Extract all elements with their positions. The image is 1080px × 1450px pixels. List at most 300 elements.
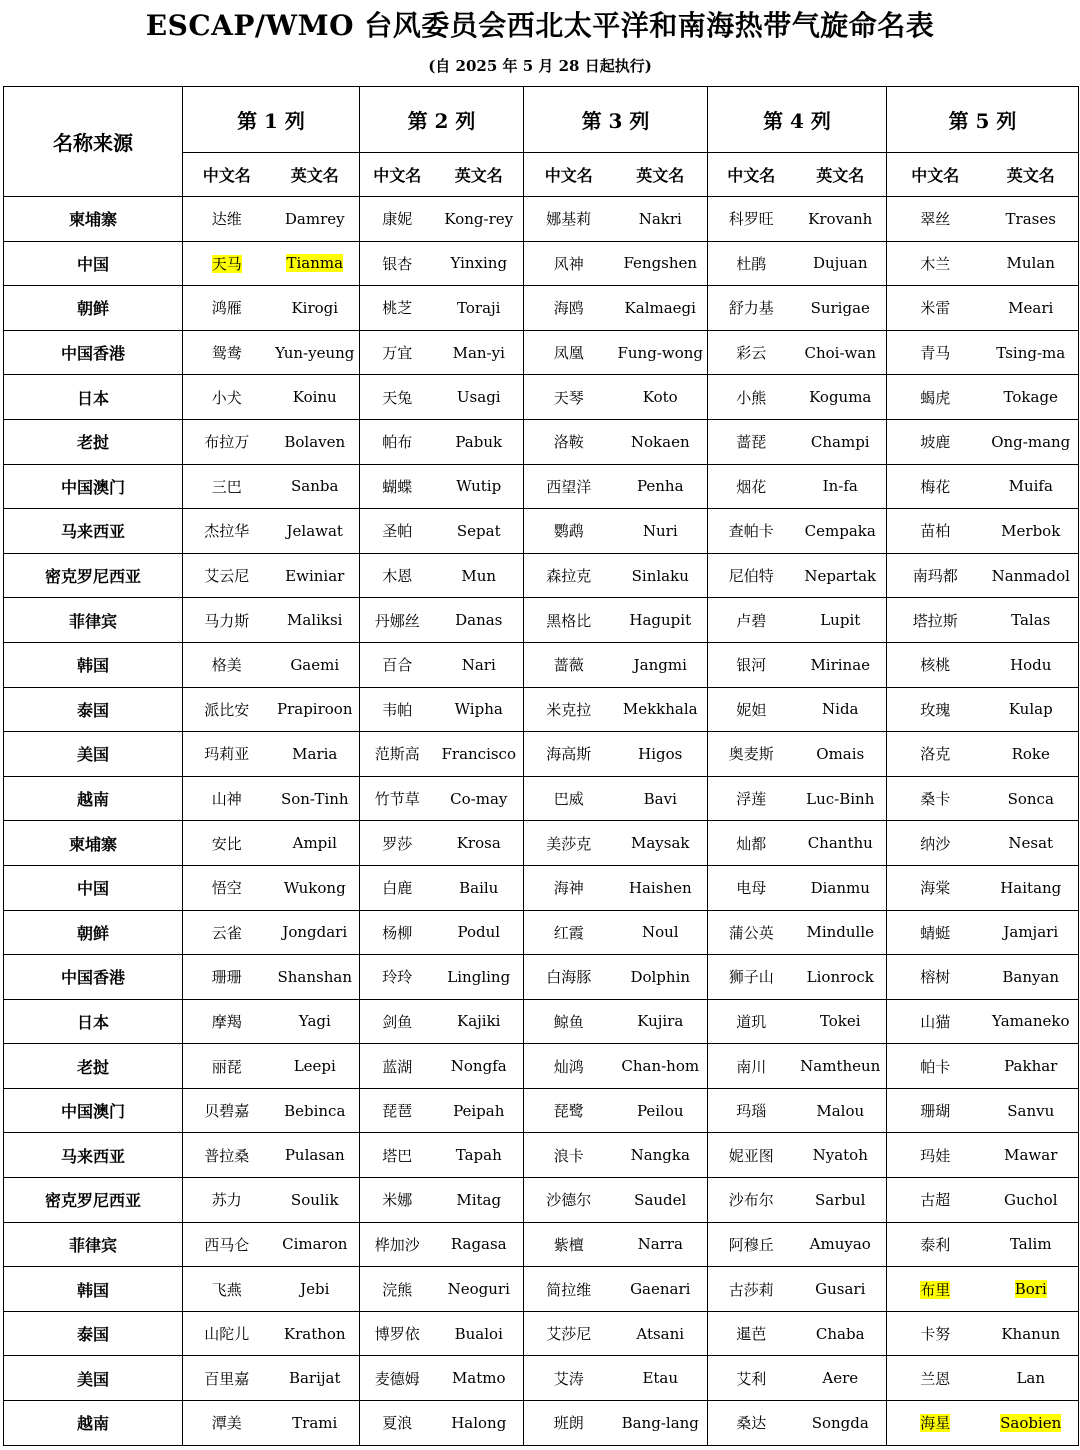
chinese-name-cell (708, 642, 795, 687)
english-name: Higos (638, 744, 683, 763)
name-source-cell: 老挝 (4, 1044, 183, 1089)
name-source-cell: 美国 (4, 1356, 183, 1401)
table-row (4, 553, 1079, 598)
chinese-name: 麦德姆 (374, 1369, 420, 1388)
english-name: Krovanh (808, 209, 873, 228)
chinese-name-cell (183, 598, 271, 643)
english-name-cell (984, 509, 1079, 554)
name-source-cell: 密克罗尼西亚 (4, 553, 183, 598)
table-body (4, 197, 1079, 1446)
english-name-cell (614, 1356, 708, 1401)
english-name-cell (795, 955, 887, 1000)
chinese-name-cell (524, 1267, 614, 1312)
english-name-cell (614, 375, 708, 420)
english-name: Bavi (643, 789, 677, 808)
english-name-cell (984, 1222, 1079, 1267)
chinese-name: 红霞 (553, 923, 584, 942)
name-source-cell: 朝鲜 (4, 286, 183, 331)
english-name-cell (271, 375, 360, 420)
chinese-name-cell (887, 1222, 984, 1267)
chinese-name: 艾利 (736, 1369, 767, 1388)
chinese-name-cell (708, 1044, 795, 1089)
english-name: Bebinca (284, 1101, 346, 1120)
english-name-cell (271, 687, 360, 732)
english-name: Sepat (456, 521, 501, 540)
chinese-name-cell (183, 687, 271, 732)
english-name: Maria (292, 744, 338, 763)
chinese-name: 万宜 (382, 344, 413, 363)
english-name: Kulap (1008, 700, 1053, 719)
english-name-cell (984, 687, 1079, 732)
name-source-cell: 中国澳门 (4, 1088, 183, 1133)
english-name: Namtheun (800, 1057, 881, 1076)
chinese-name-cell (524, 999, 614, 1044)
chinese-name-cell (708, 464, 795, 509)
chinese-name-cell (524, 642, 614, 687)
english-name: Penha (636, 477, 684, 496)
english-name: Damrey (284, 209, 345, 228)
english-name: Ewiniar (285, 566, 345, 585)
chinese-name-cell (708, 776, 795, 821)
table-row (4, 330, 1079, 375)
table-row (4, 1356, 1079, 1401)
name-source-cell: 密克罗尼西亚 (4, 1178, 183, 1223)
chinese-name: 科罗旺 (728, 210, 774, 229)
english-name-cell (984, 910, 1079, 955)
english-name: Tokage (1003, 388, 1058, 407)
english-name: Ong-mang (991, 432, 1071, 451)
english-name-cell (271, 1088, 360, 1133)
english-name-cell (984, 776, 1079, 821)
chinese-name-cell (708, 1311, 795, 1356)
table-row (4, 821, 1079, 866)
english-name: Krathon (283, 1324, 346, 1343)
chinese-name-cell (524, 1356, 614, 1401)
chinese-name: 丽琵 (211, 1057, 242, 1076)
table-row (4, 1401, 1079, 1446)
table-row (4, 955, 1079, 1000)
chinese-name: 洛克 (920, 745, 951, 764)
chinese-name-cell (708, 1401, 795, 1446)
table-row (4, 464, 1079, 509)
chinese-name: 摩羯 (211, 1012, 242, 1031)
english-name-cell (271, 419, 360, 464)
chinese-name: 小熊 (736, 388, 767, 407)
chinese-name-cell (183, 1178, 271, 1223)
table-row (4, 910, 1079, 955)
chinese-name-cell (887, 598, 984, 643)
english-name: Haitang (1000, 878, 1062, 897)
english-name: Ampil (292, 834, 337, 853)
chinese-name: 尼伯特 (728, 567, 774, 586)
chinese-name: 西马仑 (204, 1235, 250, 1254)
english-name: Trami (292, 1413, 338, 1432)
english-name-cell (984, 419, 1079, 464)
chinese-name: 浪卡 (553, 1146, 584, 1165)
english-name: Prapiroon (277, 700, 353, 719)
english-name: Gusari (815, 1280, 866, 1299)
chinese-name-cell (887, 330, 984, 375)
english-name-cell (614, 999, 708, 1044)
english-name-cell (984, 1401, 1079, 1446)
english-name: Kajiki (457, 1012, 501, 1031)
table-row (4, 865, 1079, 910)
english-name: Saobien (1000, 1413, 1062, 1432)
english-name-cell (271, 241, 360, 286)
chinese-name-cell (183, 1044, 271, 1089)
english-name: Barijat (288, 1369, 341, 1388)
chinese-name: 沙布尔 (728, 1191, 774, 1210)
english-name: Maysak (630, 834, 690, 853)
chinese-name: 蝎虎 (920, 388, 951, 407)
chinese-name-cell (708, 910, 795, 955)
english-name-cell (271, 821, 360, 866)
chinese-name-cell (708, 598, 795, 643)
header-en-label: 英文名 (614, 153, 708, 197)
english-name: Muifa (1008, 477, 1053, 496)
name-source-cell: 朝鲜 (4, 910, 183, 955)
chinese-name-cell (887, 1401, 984, 1446)
chinese-name: 山神 (211, 790, 242, 809)
chinese-name: 杨柳 (382, 923, 413, 942)
chinese-name: 贝碧嘉 (204, 1102, 250, 1121)
chinese-name: 艾涛 (553, 1369, 584, 1388)
chinese-name-cell (887, 732, 984, 777)
name-source-cell: 马来西亚 (4, 1133, 183, 1178)
chinese-name-cell (887, 1178, 984, 1223)
header-source: 名称来源 (4, 87, 183, 197)
english-name-cell (795, 598, 887, 643)
english-name-cell (984, 375, 1079, 420)
chinese-name-cell (887, 241, 984, 286)
chinese-name: 普拉桑 (204, 1146, 250, 1165)
english-name-cell (271, 553, 360, 598)
chinese-name-cell (887, 419, 984, 464)
header-zh-label: 中文名 (183, 153, 271, 197)
english-name: Nokaen (630, 432, 690, 451)
chinese-name: 海神 (553, 879, 584, 898)
chinese-name-cell (708, 1356, 795, 1401)
name-source-cell: 泰国 (4, 687, 183, 732)
chinese-name-cell (183, 375, 271, 420)
chinese-name-cell (360, 241, 435, 286)
chinese-name: 烟花 (736, 477, 767, 496)
chinese-name-cell (360, 1401, 435, 1446)
header-column-1: 第 1 列 (183, 87, 360, 153)
english-name-cell (614, 821, 708, 866)
chinese-name-cell (708, 197, 795, 242)
chinese-name-cell (183, 1267, 271, 1312)
chinese-name: 博罗依 (374, 1325, 420, 1344)
chinese-name: 古超 (920, 1191, 951, 1210)
english-name-cell (614, 1133, 708, 1178)
english-name: Lingling (447, 967, 511, 986)
table-row (4, 419, 1079, 464)
chinese-name: 杰拉华 (204, 522, 250, 541)
english-name: Kalmaegi (624, 298, 696, 317)
chinese-name: 百里嘉 (204, 1369, 250, 1388)
chinese-name: 竹节草 (374, 790, 420, 809)
table-row (4, 642, 1079, 687)
chinese-name-cell (524, 330, 614, 375)
english-name-cell (795, 419, 887, 464)
english-name-cell (614, 1178, 708, 1223)
chinese-name: 简拉维 (546, 1280, 592, 1299)
english-name-cell (435, 1311, 524, 1356)
chinese-name: 玛娃 (920, 1146, 951, 1165)
chinese-name: 格美 (211, 656, 242, 675)
chinese-name-cell (360, 1267, 435, 1312)
chinese-name-cell (887, 553, 984, 598)
english-name-cell (984, 1044, 1079, 1089)
english-name: Surigae (810, 298, 870, 317)
chinese-name-cell (360, 732, 435, 777)
english-name-cell (614, 419, 708, 464)
english-name-cell (435, 509, 524, 554)
english-name: Kujira (637, 1012, 684, 1031)
table-row (4, 999, 1079, 1044)
chinese-name-cell (183, 1311, 271, 1356)
english-name-cell (435, 330, 524, 375)
chinese-name: 木恩 (382, 567, 413, 586)
chinese-name-cell (183, 509, 271, 554)
chinese-name-cell (708, 1267, 795, 1312)
english-name-cell (795, 910, 887, 955)
english-name-cell (984, 1178, 1079, 1223)
chinese-name: 剑鱼 (382, 1012, 413, 1031)
english-name-cell (795, 776, 887, 821)
chinese-name: 南玛都 (912, 567, 958, 586)
chinese-name-cell (360, 1133, 435, 1178)
english-name-cell (795, 1311, 887, 1356)
english-name-cell (614, 910, 708, 955)
chinese-name: 塔拉斯 (912, 611, 958, 630)
chinese-name-cell (524, 865, 614, 910)
english-name-cell (795, 375, 887, 420)
english-name: Son-Tinh (280, 789, 349, 808)
english-name-cell (271, 598, 360, 643)
english-name-cell (614, 330, 708, 375)
header-zh-label: 中文名 (708, 153, 795, 197)
english-name-cell (435, 375, 524, 420)
english-name: Trases (1005, 209, 1056, 228)
chinese-name-cell (524, 464, 614, 509)
chinese-name: 巴威 (553, 790, 584, 809)
english-name: Man-yi (452, 343, 505, 362)
english-name-cell (795, 1267, 887, 1312)
english-name: Yagi (298, 1012, 331, 1031)
chinese-name: 白鹿 (382, 879, 413, 898)
chinese-name: 琵鹭 (553, 1102, 584, 1121)
english-name: Narra (637, 1235, 683, 1254)
chinese-name-cell (524, 955, 614, 1000)
chinese-name: 兰恩 (920, 1369, 951, 1388)
page-subtitle: (自 2025 年 5 月 28 日起执行) (428, 57, 652, 75)
english-name-cell (435, 598, 524, 643)
chinese-name: 韦帕 (382, 700, 413, 719)
chinese-name: 西望洋 (546, 477, 592, 496)
english-name: Francisco (441, 744, 516, 763)
english-name-cell (435, 910, 524, 955)
english-name: Koguma (809, 388, 872, 407)
chinese-name: 桃芝 (382, 299, 413, 318)
english-name-cell (614, 553, 708, 598)
english-name-cell (435, 1178, 524, 1223)
chinese-name: 米娜 (382, 1191, 413, 1210)
english-name-cell (435, 999, 524, 1044)
english-name: Aere (822, 1369, 859, 1388)
name-source-cell: 中国香港 (4, 330, 183, 375)
chinese-name-cell (524, 509, 614, 554)
english-name-cell (795, 687, 887, 732)
english-name: Chan-hom (621, 1057, 700, 1076)
chinese-name: 翠丝 (920, 210, 951, 229)
chinese-name: 苏力 (211, 1191, 242, 1210)
english-name-cell (614, 197, 708, 242)
chinese-name-cell (524, 776, 614, 821)
chinese-name: 飞燕 (211, 1280, 242, 1299)
table-row (4, 286, 1079, 331)
english-name: Ragasa (450, 1235, 507, 1254)
header-column-5: 第 5 列 (887, 87, 1079, 153)
chinese-name-cell (524, 732, 614, 777)
chinese-name-cell (887, 865, 984, 910)
chinese-name: 坡鹿 (920, 433, 951, 452)
chinese-name-cell (183, 1133, 271, 1178)
chinese-name-cell (708, 286, 795, 331)
chinese-name-cell (360, 286, 435, 331)
english-name: Jangmi (633, 655, 687, 674)
chinese-name: 妮亚图 (728, 1146, 774, 1165)
chinese-name: 查帕卡 (728, 522, 774, 541)
english-name-cell (614, 732, 708, 777)
chinese-name: 阿穆丘 (728, 1235, 774, 1254)
english-name-cell (795, 1044, 887, 1089)
chinese-name: 灿都 (736, 834, 767, 853)
chinese-name: 凤凰 (553, 344, 584, 363)
name-source-cell: 菲律宾 (4, 1222, 183, 1267)
english-name: Gaemi (290, 655, 340, 674)
english-name-cell (795, 1088, 887, 1133)
chinese-name-cell (524, 419, 614, 464)
english-name: Mindulle (806, 923, 875, 942)
english-name-cell (984, 1356, 1079, 1401)
english-name: Merbok (1001, 521, 1061, 540)
english-name: Nangka (630, 1146, 690, 1165)
chinese-name: 丹娜丝 (374, 611, 420, 630)
english-name-cell (435, 687, 524, 732)
chinese-name: 奥麦斯 (728, 745, 774, 764)
table-row (4, 732, 1079, 777)
chinese-name: 天马 (211, 254, 242, 273)
english-name-cell (435, 732, 524, 777)
name-source-cell: 菲律宾 (4, 598, 183, 643)
chinese-name: 梅花 (920, 477, 951, 496)
chinese-name-cell (708, 1088, 795, 1133)
chinese-name: 美莎克 (546, 834, 592, 853)
english-name: Bori (1014, 1280, 1047, 1299)
chinese-name-cell (708, 241, 795, 286)
table-row (4, 1267, 1079, 1312)
chinese-name-cell (887, 375, 984, 420)
english-name: Hodu (1010, 655, 1052, 674)
chinese-name-cell (183, 197, 271, 242)
english-name-cell (271, 910, 360, 955)
chinese-name-cell (708, 509, 795, 554)
chinese-name: 洛鞍 (553, 433, 584, 452)
english-name: Podul (457, 923, 501, 942)
chinese-name-cell (708, 419, 795, 464)
chinese-name-cell (524, 1401, 614, 1446)
header-zh-label: 中文名 (360, 153, 435, 197)
chinese-name-cell (887, 286, 984, 331)
header-en-label: 英文名 (271, 153, 360, 197)
english-name: Leepi (293, 1057, 336, 1076)
english-name: Sinlaku (631, 566, 689, 585)
chinese-name: 派比安 (204, 700, 250, 719)
table-row (4, 598, 1079, 643)
english-name: Jongdari (282, 923, 348, 942)
chinese-name: 百合 (382, 656, 413, 675)
chinese-name: 桑卡 (920, 790, 951, 809)
header-en-label: 英文名 (795, 153, 887, 197)
english-name: Songda (811, 1413, 869, 1432)
english-name-cell (795, 286, 887, 331)
english-name-cell (435, 776, 524, 821)
chinese-name-cell (360, 1356, 435, 1401)
english-name: Lupit (820, 611, 861, 630)
chinese-name-cell (887, 464, 984, 509)
chinese-name: 沙德尔 (546, 1191, 592, 1210)
chinese-name: 鹦鹉 (553, 522, 584, 541)
chinese-name: 达维 (211, 210, 242, 229)
chinese-name: 米雷 (920, 299, 951, 318)
english-name: Pulasan (284, 1146, 345, 1165)
chinese-name-cell (360, 1178, 435, 1223)
english-name: Tokei (819, 1012, 861, 1031)
chinese-name-cell (360, 865, 435, 910)
chinese-name-cell (524, 197, 614, 242)
english-name: Pabuk (455, 432, 503, 451)
english-name: Dolphin (630, 967, 691, 986)
chinese-name: 电母 (736, 879, 767, 898)
english-name: Nesat (1008, 834, 1054, 853)
chinese-name: 天兔 (382, 388, 413, 407)
chinese-name: 海棠 (920, 879, 951, 898)
chinese-name-cell (708, 821, 795, 866)
header-en-label: 英文名 (435, 153, 524, 197)
english-name-cell (984, 955, 1079, 1000)
english-name-cell (984, 821, 1079, 866)
english-name: Meari (1008, 298, 1054, 317)
english-name-cell (435, 642, 524, 687)
english-name: Lan (1016, 1369, 1046, 1388)
chinese-name: 夏浪 (382, 1414, 413, 1433)
english-name-cell (984, 1267, 1079, 1312)
english-name: Chaba (815, 1324, 865, 1343)
english-name: Yinxing (450, 254, 508, 273)
english-name: Danas (455, 611, 503, 630)
english-name: Bolaven (284, 432, 346, 451)
english-name-cell (435, 1044, 524, 1089)
chinese-name-cell (524, 553, 614, 598)
chinese-name: 核桃 (920, 656, 951, 675)
english-name: Omais (816, 744, 865, 763)
chinese-name-cell (360, 197, 435, 242)
chinese-name: 玛莉亚 (204, 745, 250, 764)
english-name: Noul (641, 923, 679, 942)
english-name: Choi-wan (804, 343, 876, 362)
